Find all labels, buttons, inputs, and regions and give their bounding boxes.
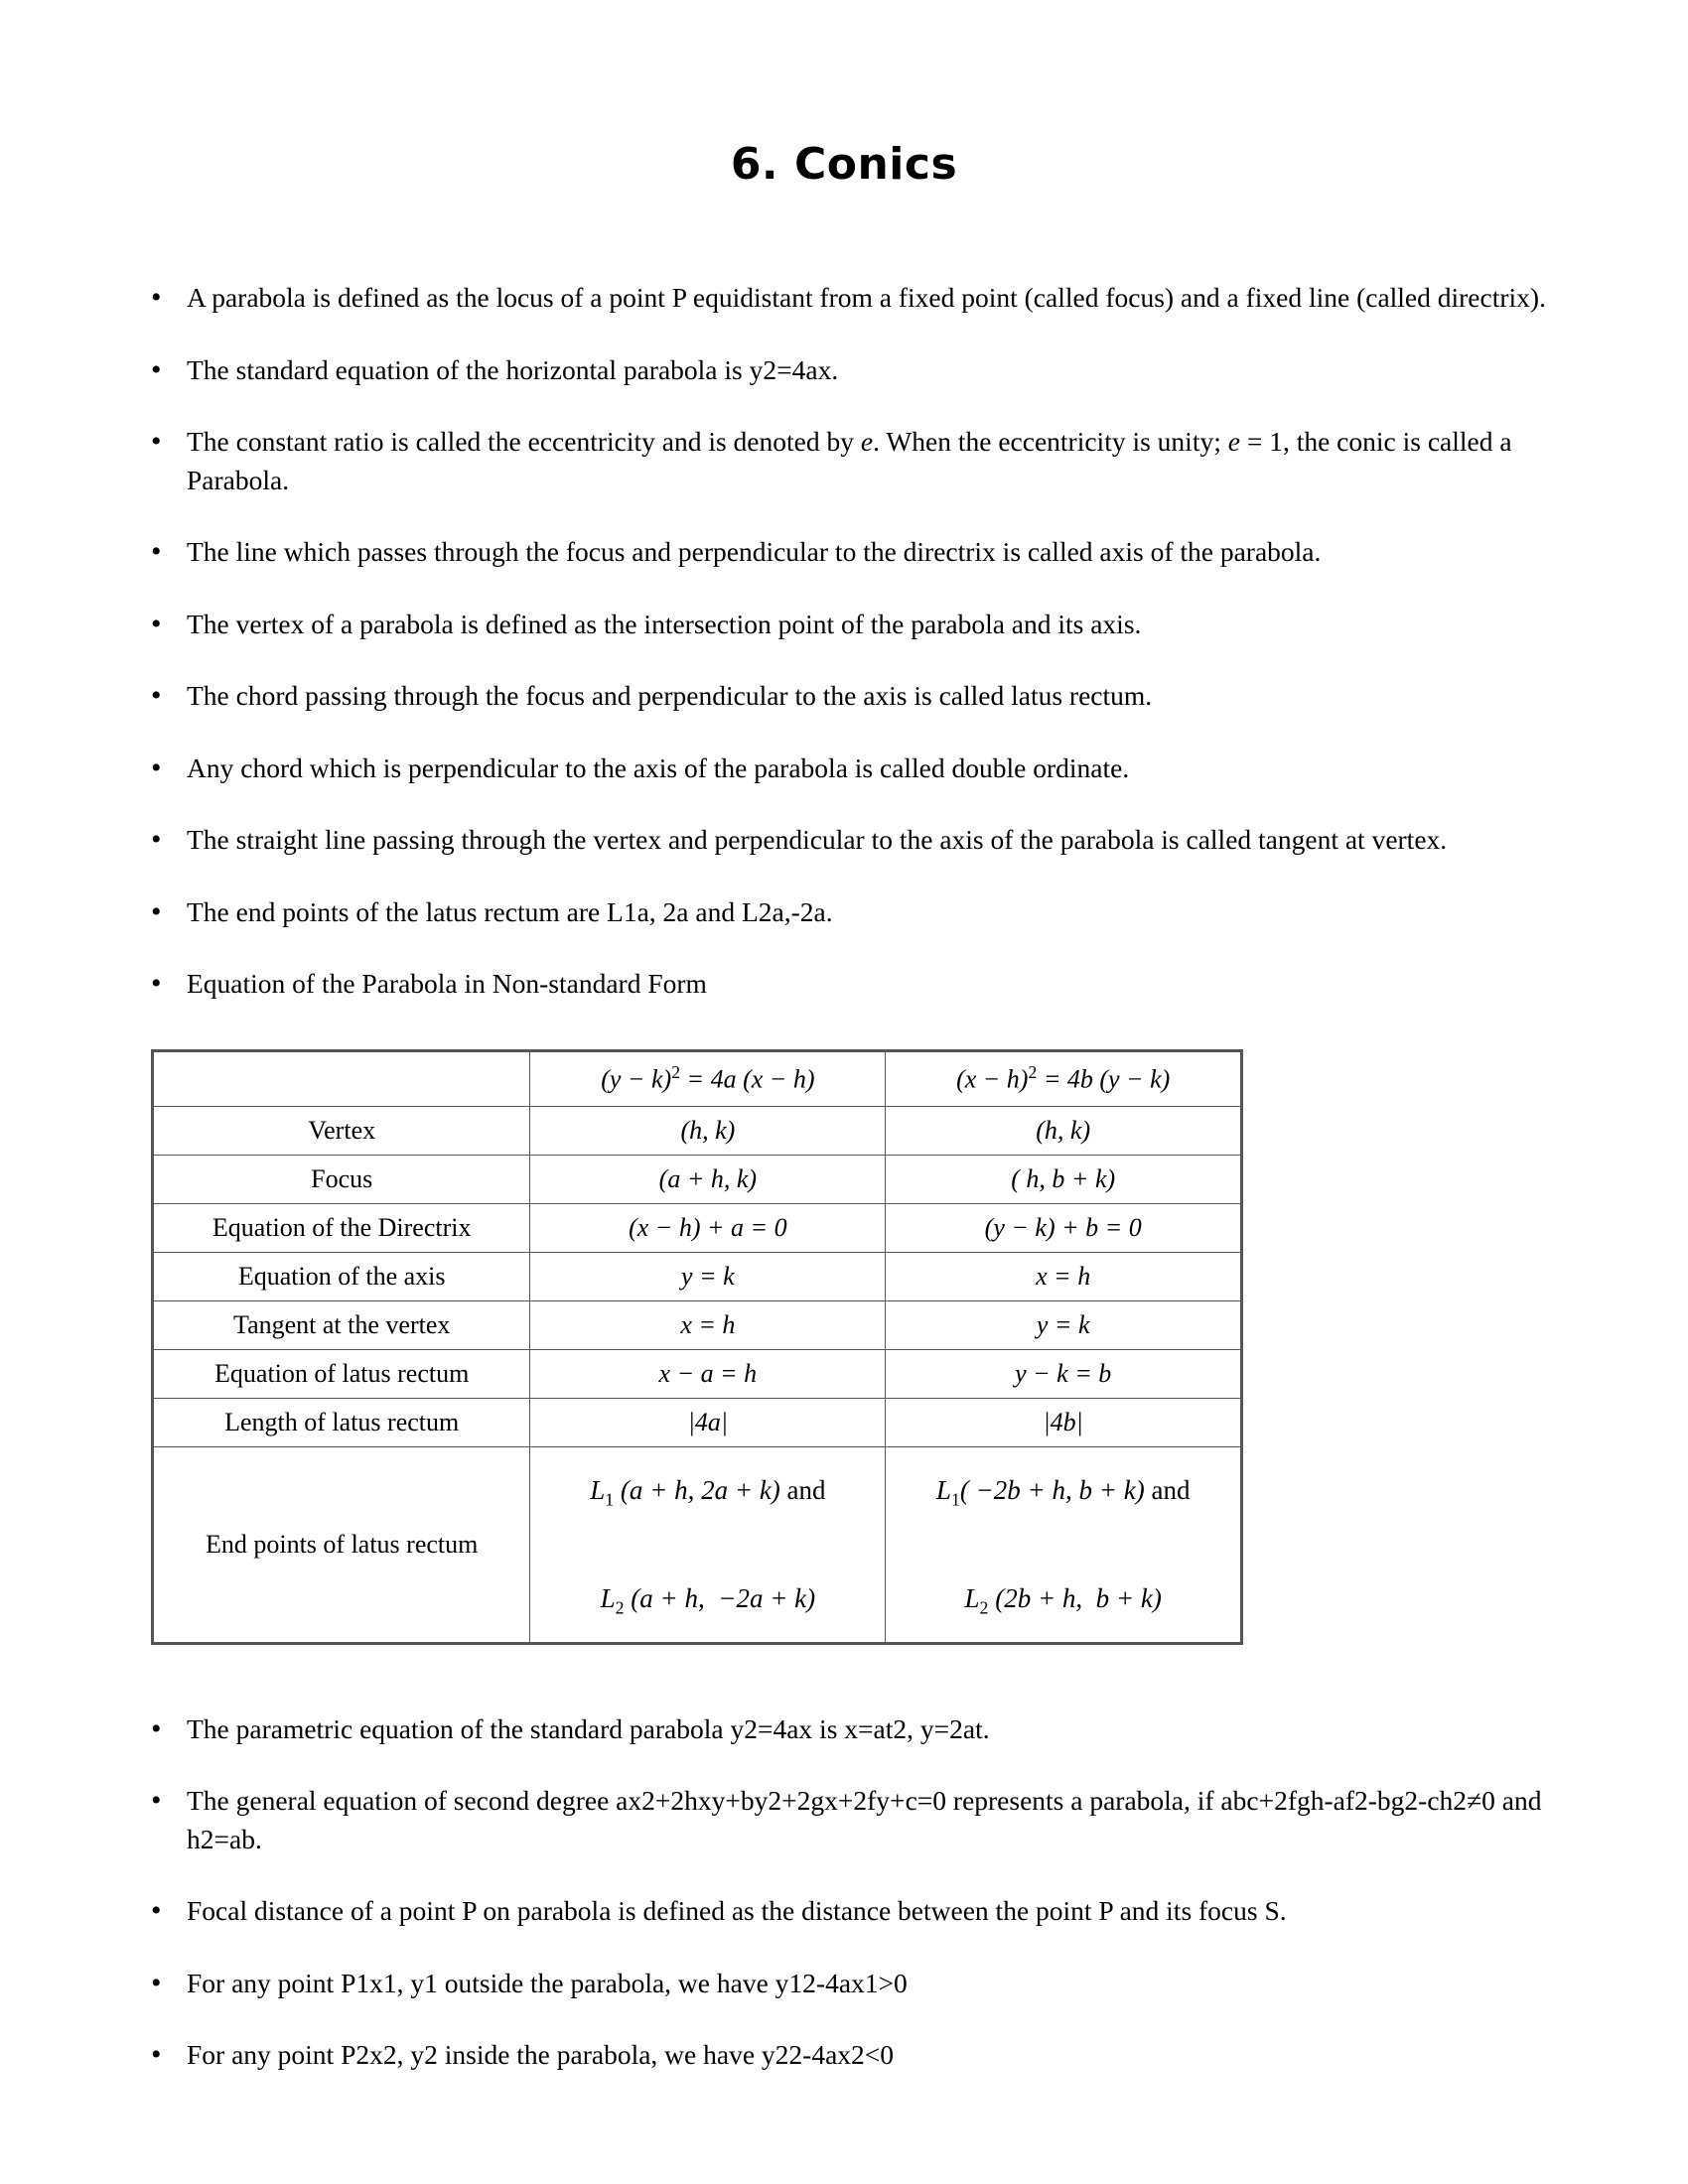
table-row bbox=[153, 1252, 1242, 1300]
list-item bbox=[129, 1892, 1559, 1931]
row-label: Tangent at the vertex bbox=[153, 1300, 530, 1349]
list-item-eccentricity bbox=[129, 423, 1559, 499]
list-item bbox=[129, 893, 1559, 932]
top-bullet-list bbox=[129, 279, 1559, 1004]
row-col2: y = k bbox=[886, 1300, 1242, 1349]
row-col1: x = h bbox=[530, 1300, 886, 1349]
bullet-text: Focal distance of a point P on parabola is defined as the distance between the point P and its focus S. bbox=[187, 1895, 1287, 1927]
table-row bbox=[153, 1106, 1242, 1155]
list-item bbox=[129, 351, 1559, 390]
row-col2: (y − k) + b = 0 bbox=[886, 1203, 1242, 1252]
bullet-text: The vertex of a parabola is defined as the intersection point of the parabola and its axis. bbox=[187, 608, 1142, 639]
list-item bbox=[129, 821, 1559, 860]
table-cell-empty bbox=[153, 1050, 530, 1106]
row-col1: y = k bbox=[530, 1252, 886, 1300]
table-row-endpoints bbox=[153, 1446, 1242, 1643]
table-row bbox=[153, 1155, 1242, 1203]
bullet-text: Any chord which is perpendicular to the axis of the parabola is called double ordinate. bbox=[187, 751, 1130, 783]
table-row bbox=[153, 1349, 1242, 1398]
row-col2: y − k = b bbox=[886, 1349, 1242, 1398]
row-col1: x − a = h bbox=[530, 1349, 886, 1398]
bottom-bullet-list bbox=[129, 1710, 1559, 2075]
bullet-text: A parabola is defined as the locus of a point P equidistant from a fixed point (called focus) and a fixed line (called directrix). bbox=[187, 282, 1546, 313]
bullet-text: Equation of the Parabola in Non-standard Form bbox=[187, 968, 707, 999]
list-item bbox=[129, 965, 1559, 1004]
bullet-text-part3: = 1, the conic is called a Parabola. bbox=[187, 426, 1512, 495]
list-item bbox=[129, 533, 1559, 572]
page-title: 6. Conics bbox=[730, 139, 958, 190]
conics-table bbox=[151, 1049, 1243, 1645]
row-label: Length of latus rectum bbox=[153, 1398, 530, 1446]
table-row-header bbox=[153, 1050, 1242, 1106]
list-item bbox=[129, 1965, 1559, 2003]
conics-table-wrapper bbox=[129, 1049, 1559, 1645]
bullet-text: The line which passes through the focus and perpendicular to the directrix is called axis of the parabola. bbox=[187, 536, 1322, 567]
bullet-text-part1: The constant ratio is called the eccentricity and is denoted by bbox=[187, 426, 861, 457]
endpoints-col2: $L_1( -2b + h$, b + k) and $L_2$ (2b + h, b + k) bbox=[886, 1446, 1242, 1643]
row-col2: ( h, b + k) bbox=[886, 1155, 1242, 1203]
bullet-text: The end points of the latus rectum are L1a, 2a and L2a,-2a. bbox=[187, 895, 833, 927]
row-label: Equation of the axis bbox=[153, 1252, 530, 1300]
row-col2: |4b| bbox=[886, 1398, 1242, 1446]
row-col2: (h, k) bbox=[886, 1106, 1242, 1155]
row-label: Equation of latus rectum bbox=[153, 1349, 530, 1398]
bullet-text: The chord passing through the focus and perpendicular to the axis is called latus rectum. bbox=[187, 680, 1153, 711]
list-item bbox=[129, 1782, 1559, 1858]
table-row bbox=[153, 1203, 1242, 1252]
row-col1: (x − h) + a = 0 bbox=[530, 1203, 886, 1252]
bullet-text: The parametric equation of the standard parabola y2=4ax is x=at2, y=2at. bbox=[187, 1712, 990, 1744]
table-row bbox=[153, 1398, 1242, 1446]
variable-e: e bbox=[1227, 426, 1240, 457]
bullet-text: The standard equation of the horizontal parabola is y2=4ax. bbox=[187, 353, 839, 385]
table-header-equation-1: $(y - k)^2 = 4a$ (x − h) bbox=[530, 1050, 886, 1106]
list-item bbox=[129, 279, 1559, 318]
list-item bbox=[129, 750, 1559, 788]
bullet-text: For any point P2x2, y2 inside the parabola, we have y22-4ax2<0 bbox=[187, 2039, 895, 2071]
row-label: Equation of the Directrix bbox=[153, 1203, 530, 1252]
table-row bbox=[153, 1300, 1242, 1349]
bullet-text: For any point P1x1, y1 outside the parabola, we have y12-4ax1>0 bbox=[187, 1967, 908, 1998]
list-item bbox=[129, 1710, 1559, 1749]
list-item bbox=[129, 606, 1559, 644]
row-label: Vertex bbox=[153, 1106, 530, 1155]
row-label: Focus bbox=[153, 1155, 530, 1203]
list-item bbox=[129, 677, 1559, 716]
variable-e: e bbox=[860, 426, 874, 457]
bullet-text-part2: . When the eccentricity is unity; bbox=[873, 426, 1228, 457]
row-label-endpoints: End points of latus rectum bbox=[153, 1446, 530, 1643]
table-header-equation-2: $(x - h)^2 = 4b$ (y − k) bbox=[886, 1050, 1242, 1106]
row-col1: (h, k) bbox=[530, 1106, 886, 1155]
list-item bbox=[129, 2036, 1559, 2075]
row-col2: x = h bbox=[886, 1252, 1242, 1300]
bullet-text: The straight line passing through the vertex and perpendicular to the axis of the parabola is called tangent at vertex. bbox=[187, 824, 1448, 855]
row-col1: (a + h, k) bbox=[530, 1155, 886, 1203]
endpoints-col1: $L_1$ (a + h, 2a + k) and $L_2$ (a + h, −2a + k) bbox=[530, 1446, 886, 1643]
bullet-text: The general equation of second degree ax2+2hxy+by2+2gx+2fy+c=0 represents a parabola, if abc+2fgh-af2-bg2-ch2≠0 and h2=ab. bbox=[187, 1785, 1542, 1854]
row-col1: |4a| bbox=[530, 1398, 886, 1446]
